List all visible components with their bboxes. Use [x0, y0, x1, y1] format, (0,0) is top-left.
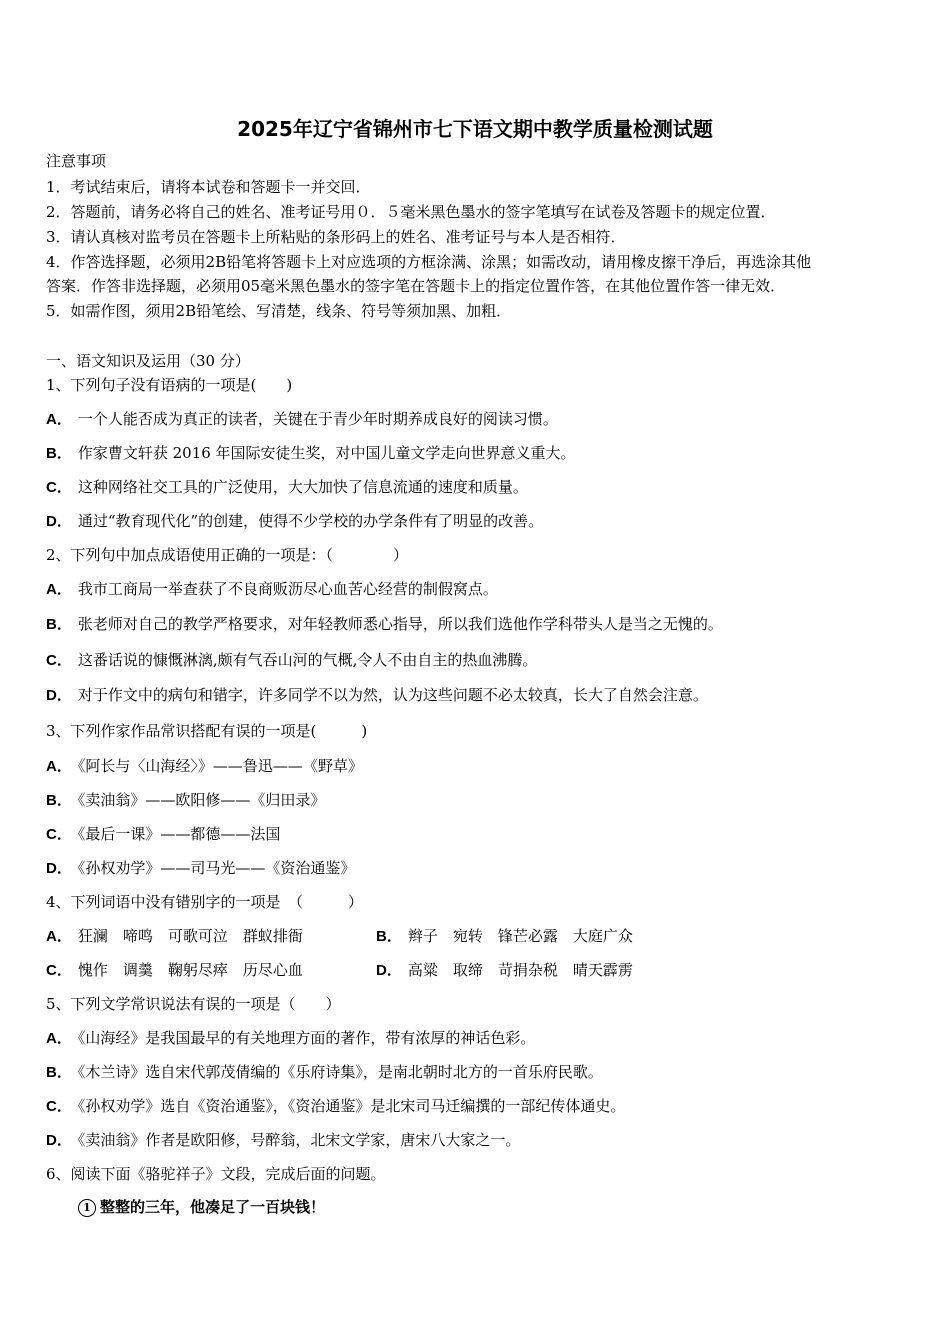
option-text: 《卖油翁》作者是欧阳修，号醉翁，北宋文学家，唐宋八大家之一。: [77, 1131, 521, 1149]
option-d: [46, 858, 355, 879]
option-text: 这种网络社交工具的广泛使用，大大加快了信息流通的速度和质量。: [77, 478, 528, 496]
option-letter: D．: [46, 860, 72, 877]
option-a: [46, 1028, 535, 1049]
option-b: [46, 1062, 603, 1083]
notice-heading: 注意事项: [46, 152, 107, 170]
notice-item: 1．考试结束后，请将本试卷和答题卡一并交回．: [46, 178, 371, 196]
option-b: [46, 790, 325, 811]
option-letter: C．: [46, 1098, 72, 1115]
option-c: [46, 1096, 625, 1117]
option-letter: A．: [46, 1030, 72, 1047]
option-letter: A．: [46, 411, 72, 428]
option-text: 《孙权劝学》——司马光——《资治通鉴》: [77, 859, 356, 877]
notice-item: 答案．作答非选择题，必须用05毫米黑色墨水的签字笔在答题卡上的指定位置作答，在其他位置作答一律无效．: [46, 277, 786, 295]
option-letter: B．: [46, 792, 72, 809]
option-text: 张老师对自己的教学严格要求，对年轻教师悉心指导，所以我们选他作学科带头人是当之无愧的。: [77, 615, 723, 633]
option-letter: D．: [46, 1132, 72, 1149]
paragraph-number: 1: [78, 1199, 96, 1217]
excerpt-line: [78, 1197, 325, 1217]
option-a: [46, 579, 498, 600]
section-heading: 一、语文知识及运用（30 分）: [46, 352, 250, 370]
option-text: 《卖油翁》——欧阳修——《归田录》: [77, 791, 326, 809]
question-stem: 4、下列词语中没有错别字的一项是 （ ）: [46, 893, 364, 911]
option-letter: B．: [46, 616, 72, 633]
notice-item: 3．请认真核对监考员在答题卡上所粘贴的条形码上的姓名、准考证号与本人是否相符．: [46, 228, 626, 246]
page-title: 2025年辽宁省锦州市七下语文期中教学质量检测试题: [237, 117, 713, 141]
option-letter: B．: [46, 445, 72, 462]
option-text: 《最后一课》——都德——法国: [77, 825, 281, 843]
option-letter: C．: [46, 826, 72, 843]
notice-item: 5．如需作图，须用2B铅笔绘、写清楚，线条、符号等须加黑、加粗．: [46, 302, 512, 320]
notice-item: 4．作答选择题，必须用2B铅笔将答题卡上对应选项的方框涂满、涂黑；如需改动，请用橡皮擦干净后，再选涂其他: [46, 253, 812, 271]
option-letter: A．: [46, 928, 72, 945]
option-d: [46, 685, 708, 706]
option-text: 愧作 调羹 鞠躬尽瘁 历尽心血: [77, 961, 303, 979]
option-c: [46, 477, 528, 498]
option-text: 狂澜 啼鸣 可歌可泣 群蚁排衙: [77, 927, 303, 945]
question-stem: 6、阅读下面《骆驼祥子》文段，完成后面的问题。: [46, 1165, 386, 1183]
excerpt-text: 整整的三年，他凑足了一百块钱！: [100, 1198, 326, 1216]
question-stem: 2、下列句中加点成语使用正确的一项是：（ ）: [46, 546, 409, 564]
option-letter: A．: [46, 581, 72, 598]
option-a: [46, 409, 558, 430]
option-b: [376, 926, 633, 947]
option-text: 《孙权劝学》选自《资治通鉴》，《资治通鉴》是北宋司马迁编撰的一部纪传体通史。: [77, 1097, 626, 1115]
option-text: 我市工商局一举查获了不良商贩沥尽心血苦心经营的制假窝点。: [77, 580, 498, 598]
option-letter: C．: [46, 652, 72, 669]
option-text: 辫子 宛转 锋芒必露 大庭广众: [407, 927, 633, 945]
option-text: 作家曹文轩获 2016 年国际安徒生奖，对中国儿童文学走向世界意义重大。: [77, 444, 576, 462]
option-d: [46, 1130, 520, 1151]
option-letter: C．: [46, 479, 72, 496]
option-text: 《木兰诗》选自宋代郭茂倩编的《乐府诗集》，是南北朝时北方的一首乐府民歌。: [77, 1063, 603, 1081]
option-d: [46, 511, 543, 532]
question-stem: 3、下列作家作品常识搭配有误的一项是( ): [46, 722, 368, 740]
option-text: 《阿长与〈山海经〉》——鲁迅——《野草》: [77, 757, 363, 775]
notice-item: 2．答题前，请务必将自己的姓名、准考证号用０．５毫米黑色墨水的签字笔填写在试卷及答题卡的规定位置．: [46, 203, 776, 221]
option-c: [46, 960, 303, 981]
option-letter: A．: [46, 758, 72, 775]
option-b: [46, 443, 576, 464]
option-letter: D．: [376, 962, 402, 979]
option-b: [46, 614, 723, 635]
option-text: 这番话说的慷慨淋漓,颇有气吞山河的气概,令人不由自主的热血沸腾。: [77, 651, 538, 669]
option-c: [46, 650, 537, 671]
option-letter: C．: [46, 962, 72, 979]
option-letter: B．: [46, 1064, 72, 1081]
option-text: 通过“教育现代化”的创建，使得不少学校的办学条件有了明显的改善。: [77, 512, 544, 530]
option-text: 一个人能否成为真正的读者，关键在于青少年时期养成良好的阅读习惯。: [77, 410, 558, 428]
option-a: [46, 926, 303, 947]
option-letter: B．: [376, 928, 402, 945]
option-a: [46, 756, 363, 777]
option-text: 对于作文中的病句和错字，许多同学不以为然，认为这些问题不必太较真，长大了自然会注意。: [77, 686, 708, 704]
option-c: [46, 824, 280, 845]
option-d: [376, 960, 633, 981]
option-text: 高粱 取缔 苛捐杂税 晴天霹雳: [407, 961, 633, 979]
option-letter: D．: [46, 513, 72, 530]
option-letter: D．: [46, 687, 72, 704]
option-text: 《山海经》是我国最早的有关地理方面的著作，带有浓厚的神话色彩。: [77, 1029, 536, 1047]
question-stem: 5、下列文学常识说法有误的一项是（ ）: [46, 995, 341, 1013]
question-stem: 1、下列句子没有语病的一项是( ): [46, 376, 293, 394]
